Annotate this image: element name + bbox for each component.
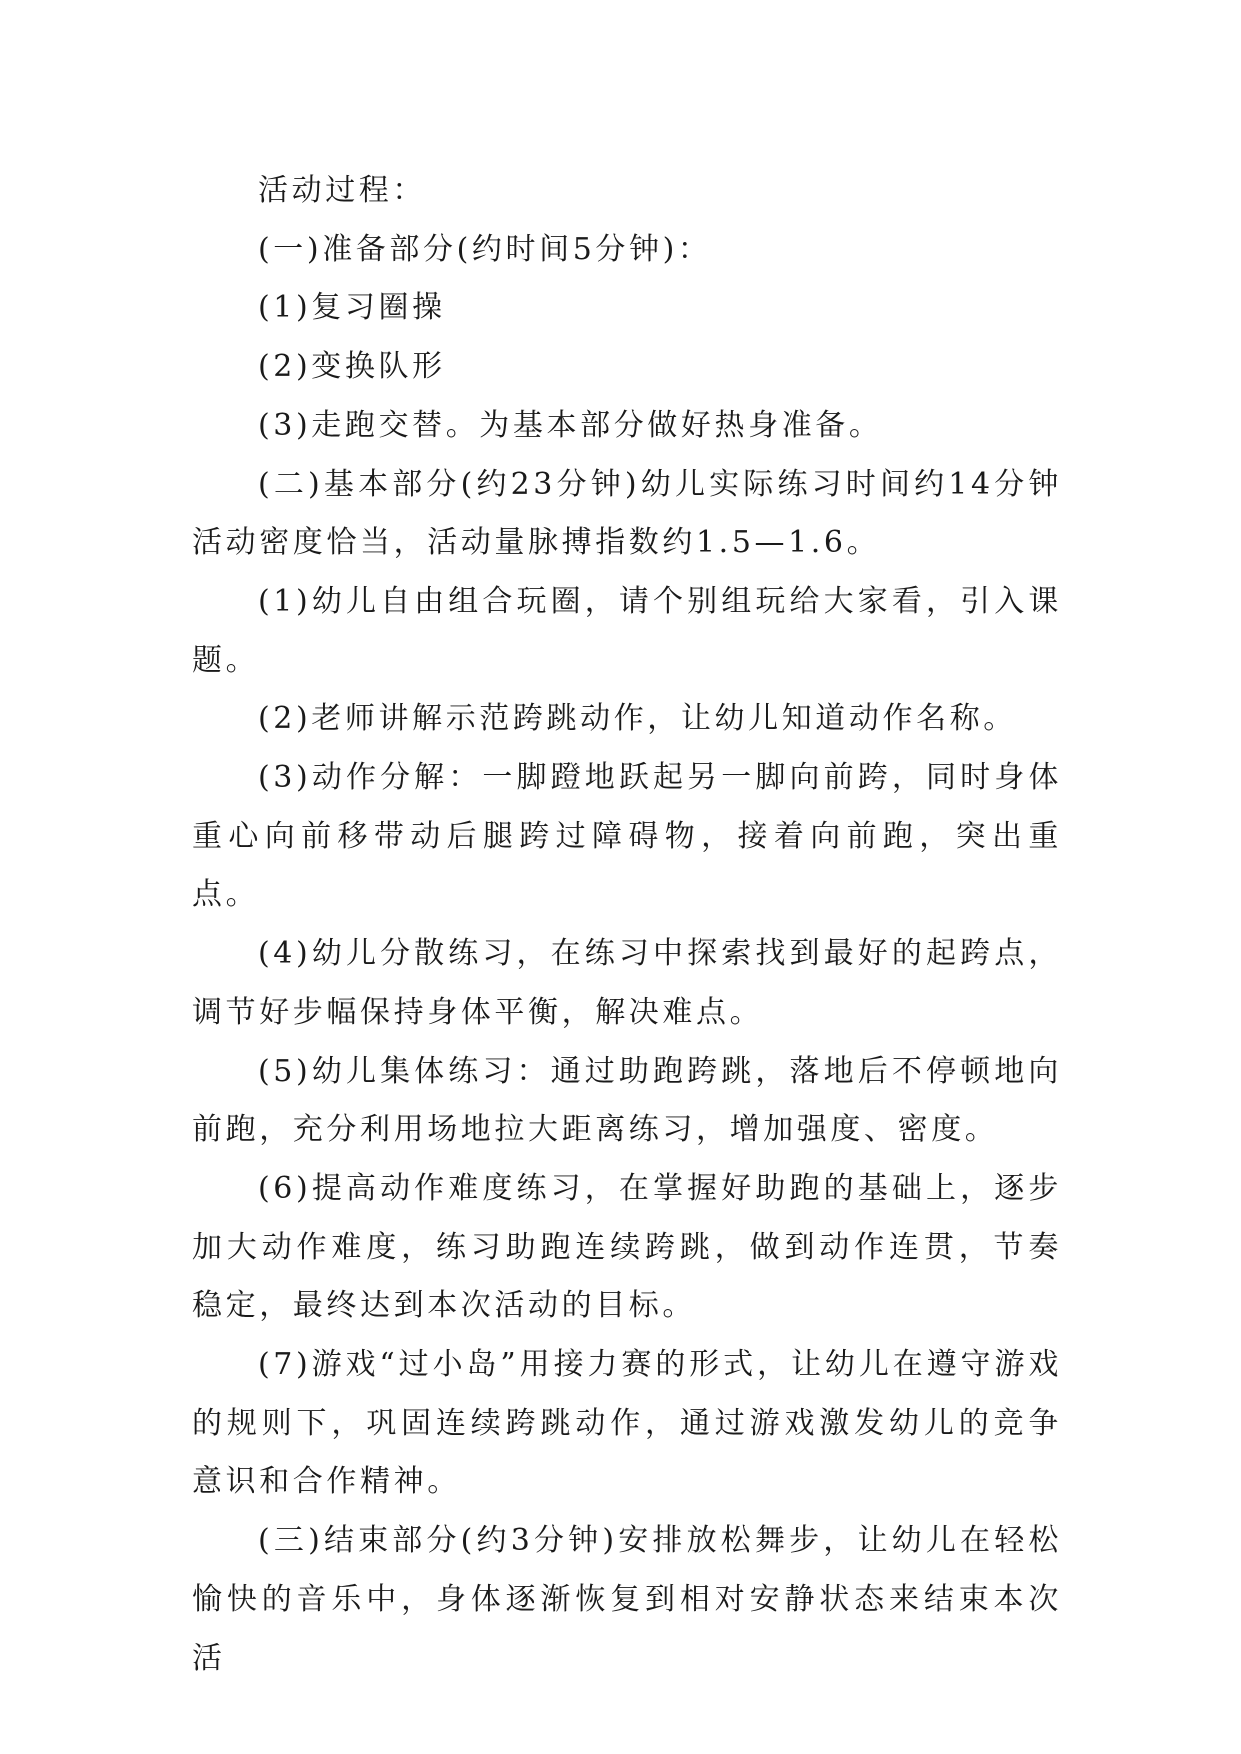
paragraph-basic-item-7: (7)游戏“过小岛”用接力赛的形式，让幼儿在遵守游戏的规则下，巩固连续跨跳动作，通过游戏激发幼儿的竞争意识和合作精神。 xyxy=(192,1347,1062,1500)
paragraph-prep-item-3: (3)走跑交替。为基本部分做好热身准备。 xyxy=(258,407,883,443)
paragraph-basic-item-2: (2)老师讲解示范跨跳动作，让幼儿知道动作名称。 xyxy=(258,701,1017,737)
paragraph-basic-item-6: (6)提高动作难度练习，在掌握好助跑的基础上，逐步加大动作难度，练习助跑连续跨跳，做到动作连贯，节奏稳定，最终达到本次活动的目标。 xyxy=(192,1170,1062,1324)
paragraph-basic-item-5: (5)幼儿集体练习：通过助跑跨跳，落地后不停顿地向前跑，充分利用场地拉大距离练习，增加强度、密度。 xyxy=(192,1053,1062,1148)
paragraph-basic-item-1: (1)幼儿自由组合玩圈，请个别组玩给大家看，引入课题。 xyxy=(192,583,1062,678)
paragraph-ending-part: (三)结束部分(约3分钟)安排放松舞步，让幼儿在轻松愉快的音乐中，身体逐渐恢复到相对安静状态来结束本次活 xyxy=(192,1523,1062,1676)
document-body xyxy=(192,162,1062,1688)
paragraph-basic-item-4: (4)幼儿分散练习，在练习中探索找到最好的起跨点，调节好步幅保持身体平衡，解决难点。 xyxy=(192,936,1062,1030)
paragraph-preparation-part: (一)准备部分(约时间5分钟)： xyxy=(258,231,712,267)
paragraph-prep-item-1: (1)复习圈操 xyxy=(258,290,446,326)
paragraph-prep-item-2: (2)变换队形 xyxy=(258,349,446,385)
paragraph-activity-process: 活动过程： xyxy=(258,173,426,208)
paragraph-basic-item-3: (3)动作分解：一脚蹬地跃起另一脚向前跨，同时身体重心向前移带动后腿跨过障碍物，接着向前跑，突出重点。 xyxy=(192,760,1062,913)
paragraph-basic-part: (二)基本部分(约23分钟)幼儿实际练习时间约14分钟活动密度恰当，活动量脉搏指数约1.5—1.6。 xyxy=(192,466,1062,561)
